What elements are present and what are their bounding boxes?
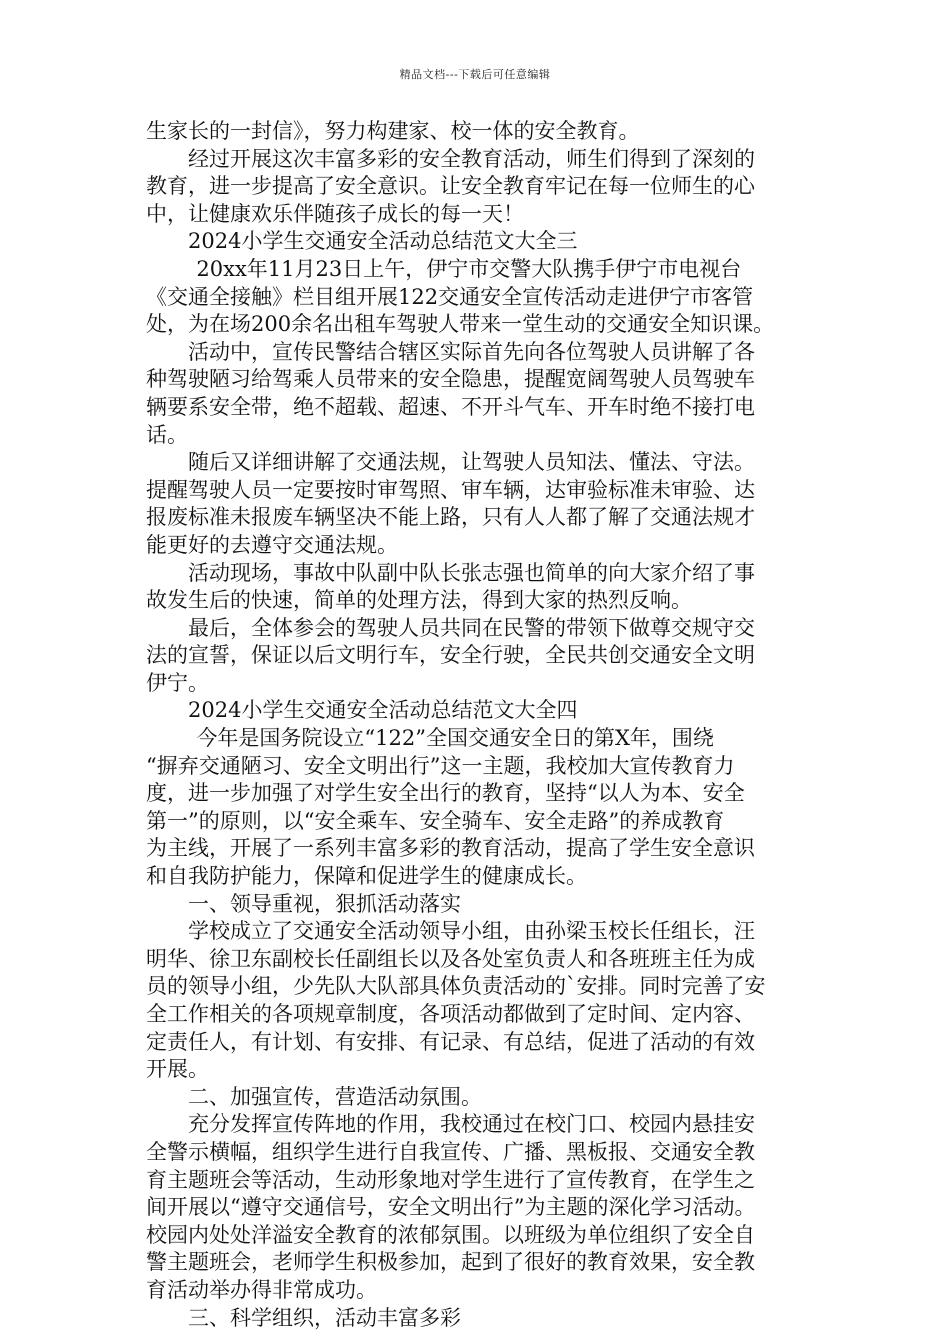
text-line: 话。: [146, 422, 188, 447]
text-line: 《交通全接触》栏目组开展122交通安全宣传活动走进伊宁市客管: [146, 284, 754, 309]
text-line: 种驾驶陋习给驾乘人员带来的安全隐患，提醒宽阔驾驶人员驾驶车: [146, 367, 755, 392]
text-line: 全警示横幅，组织学生进行自我宣传、广播、黑板报、交通安全教: [146, 1139, 755, 1164]
text-line: 辆要系安全带，绝不超载、超速、不开斗气车、开车时绝不接打电: [146, 394, 755, 419]
text-line: 定责任人，有计划、有安排、有记录、有总结，促进了活动的有效: [146, 1029, 755, 1054]
text-line: 能更好的去遵守交通法规。: [146, 532, 398, 557]
text-line: 今年是国务院设立“122”全国交通安全日的第X年，围绕: [196, 726, 714, 751]
text-line: 故发生后的快速，简单的处理方法，得到大家的热烈反响。: [146, 588, 692, 613]
text-line: 二、加强宣传，营造活动氛围。: [188, 1084, 482, 1109]
text-line: 生家长的一封信》，努力构建家、校一体的安全教育。: [146, 119, 640, 143]
text-line: 教育，进一步提高了安全意识。让安全教育牢记在每一位师生的心: [146, 174, 755, 199]
text-line: 伊宁。: [146, 670, 209, 695]
text-line: 全工作相关的各项规章制度，各项活动都做到了定时间、定内容、: [146, 1002, 755, 1026]
text-line: 处，为在场200余名出租车驾驶人带来一堂生动的交通安全知识课。: [146, 312, 775, 337]
text-line: 明华、徐卫东副校长任副组长以及各处室负责人和各班班主任为成: [146, 946, 755, 971]
text-line: 随后又详细讲解了交通法规，让驾驶人员知法、懂法、守法。: [188, 450, 755, 475]
text-line: 活动现场，事故中队副中队长张志强也简单的向大家介绍了事: [188, 560, 755, 585]
text-line: 提醒驾驶人员一定要按时审驾照、审车辆，达审验标准未审验、达: [146, 477, 755, 502]
text-line: 第一”的原则，以“安全乘车、安全骑车、安全走路”的养成教育: [146, 808, 725, 833]
text-line: 育主题班会等活动，生动形象地对学生进行了宣传教育，在学生之: [146, 1167, 755, 1192]
text-line: 中，让健康欢乐伴随孩子成长的每一天！: [146, 201, 524, 226]
text-line: 和自我防护能力，保障和促进学生的健康成长。: [146, 864, 587, 889]
text-line: 开展。: [146, 1057, 209, 1082]
text-line: 警主题班会，老师学生积极参加，起到了很好的教育效果，安全教: [146, 1250, 755, 1275]
text-line: 为主线，开展了一系列丰富多彩的教育活动，提高了学生安全意识: [146, 836, 755, 861]
text-line: 20xx年11月23日上午，伊宁市交警大队携手伊宁市电视台: [196, 256, 742, 281]
text-line: “摒弃交通陋习、安全文明出行”这一主题，我校加大宣传教育力: [146, 753, 735, 778]
text-line: 育活动举办得非常成功。: [146, 1277, 377, 1302]
text-line: 法的宣誓，保证以后文明行车，安全行驶，全民共创交通安全文明: [146, 643, 755, 668]
document-body: [146, 118, 806, 1332]
text-line: 间开展以“遵守交通信号，安全文明出行”为主题的深化学习活动。: [146, 1195, 756, 1220]
text-line: 最后，全体参会的驾驶人员共同在民警的带领下做尊交规守交: [188, 615, 755, 640]
text-line: 度，进一步加强了对学生安全出行的教育，坚持“以人为本、安全: [146, 781, 745, 806]
text-line: 校园内处处洋溢安全教育的浓郁氛围。以班级为单位组织了安全自: [146, 1222, 755, 1247]
page-header: 精品文档---下载后可任意编辑: [399, 68, 551, 81]
text-line: 一、领导重视，狠抓活动落实: [188, 891, 461, 916]
text-line: 三、科学组织，活动丰富多彩: [188, 1305, 461, 1330]
text-line: 员的领导小组，少先队大队部具体负责活动的`安排。同时完善了安: [146, 974, 766, 999]
text-line: 2024小学生交通安全活动总结范文大全三: [188, 229, 578, 254]
text-line: 经过开展这次丰富多彩的安全教育活动，师生们得到了深刻的: [188, 146, 755, 171]
text-line: 充分发挥宣传阵地的作用，我校通过在校门口、校园内悬挂安: [188, 1112, 755, 1137]
text-line: 2024小学生交通安全活动总结范文大全四: [188, 698, 578, 723]
text-line: 学校成立了交通安全活动领导小组，由孙梁玉校长任组长，汪: [188, 919, 755, 944]
text-line: 报废标准未报废车辆坚决不能上路，只有人人都了解了交通法规才: [146, 505, 755, 530]
text-line: 活动中，宣传民警结合辖区实际首先向各位驾驶人员讲解了各: [188, 339, 755, 364]
